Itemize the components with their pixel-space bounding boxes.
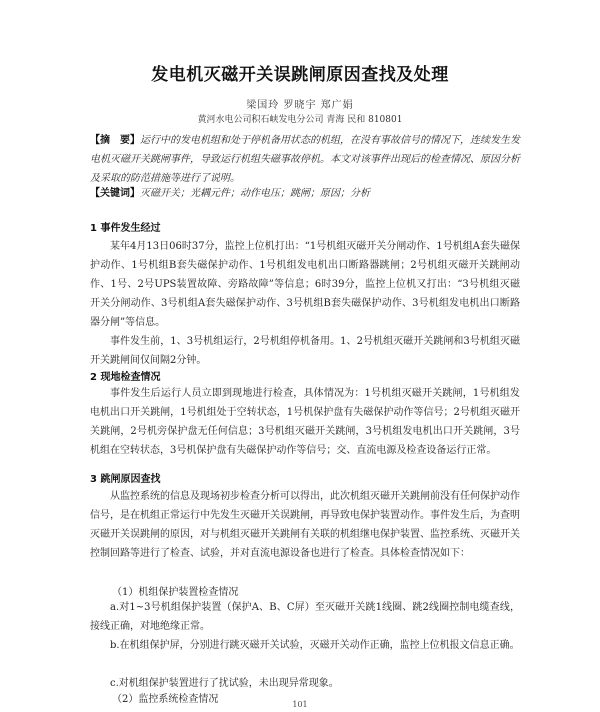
check-item-b: b.在机组保护屏，分别进行跳灭磁开关试验，灭磁开关动作正确，监控上位机报文信息正确。 [110, 640, 520, 651]
keywords-label: 【关键词】 [90, 188, 140, 199]
paper-authors: 梁国玲 罗晓宇 郑广娟 [246, 100, 354, 111]
section-2-paragraph-1: 事件发生后运行人员立即到现地进行检查，具体情况为：1号机组灭磁开关跳闸，1号机组发电机出口开关跳闸，1号机组处于空转状态，1号机保护盘有失磁保护动作等信号；2号机组灭磁开关跳闸，2号机旁保护盘无任何信息；3号机组灭磁开关跳闸，3号机组发电机出口开关跳闸，3号机组在空转状态，3号机保护盘有失磁保护动作等信号；交、直流电源及检查设备运行正常。 [90, 388, 520, 456]
section-3-paragraph-1: 从监控系统的信息及现场初步检查分析可以得出，此次机组灭磁开关跳闸前没有任何保护动作信号，是在机组正常运行中先发生灭磁开关误跳闸，再导致电保护装置动作。事件发生后，为查明灭磁开关误跳闸的原因，对与机组灭磁开关跳闸有关联的机组继电保护装置、监控系统、灭磁开关控制回路等进行了检查、试验，并对直流电源设备也进行了检查。具体检查情况如下： [90, 491, 520, 559]
section-heading-3: 3 跳闸原因查找 [90, 474, 161, 485]
section-1-paragraph-1: 某年4月13日06时37分，监控上位机打出：“1号机组灭磁开关分闸动作、1号机组A套失磁保护动作、1号机组B套失磁保护动作、1号机组发电机出口断路器跳闸；2号机组灭磁开关跳闸动作、1号、2号UPS装置故障、旁路故障”等信息；6时39分，监控上位机又打出：“3号机组灭磁开关分闸动作、3号机组A套失磁保护动作、3号机组B套失磁保护动作、3号机组发电机出口断路器分闸”等信息。 [90, 241, 520, 328]
paper-title: 发电机灭磁开关误跳闸原因查找及处理 [151, 65, 449, 85]
subheading-monitoring-check: （2）监控系统检查情况 [112, 694, 219, 705]
keywords [90, 187, 520, 201]
page-number: 101 [292, 700, 308, 709]
check-item-c: c.对机组保护装置进行了扰试验，未出现异常现象。 [110, 678, 339, 689]
section-heading-1: 1 事件发生经过 [90, 223, 161, 234]
abstract-label: 【摘 要】 [90, 135, 140, 146]
keywords-text: 灭磁开关；光耦元件；动作电压；跳闸；原因；分析 [140, 188, 370, 199]
abstract-text: 运行中的发电机组和处于停机备用状态的机组，在没有事故信号的情况下，连续发生发电机灭磁开关跳闸事件，导致运行机组失磁事故停机。本文对该事件出现后的检查情况、原因分析及采取的防范措施等进行了说明。 [90, 135, 520, 184]
subheading-protection-check: （1）机组保护装置检查情况 [112, 587, 239, 598]
section-1-paragraph-2: 事件发生前，1、3号机组运行，2号机组停机备用。1、2号机组灭磁开关跳闸和3号机组灭磁开关跳闸间仅间隔2分钟。 [90, 336, 520, 366]
check-item-a: a.对1~3号机组保护装置（保护A、B、C屏）至灭磁开关跳1线圈、跳2线圈控制电缆查线，接线正确，对地绝缘正常。 [90, 602, 520, 632]
abstract [90, 131, 520, 188]
paper-affiliation: 黄河水电公司积石峡发电分公司 青海 民和 810801 [197, 115, 403, 125]
section-heading-2: 2 现地检查情况 [90, 372, 161, 383]
